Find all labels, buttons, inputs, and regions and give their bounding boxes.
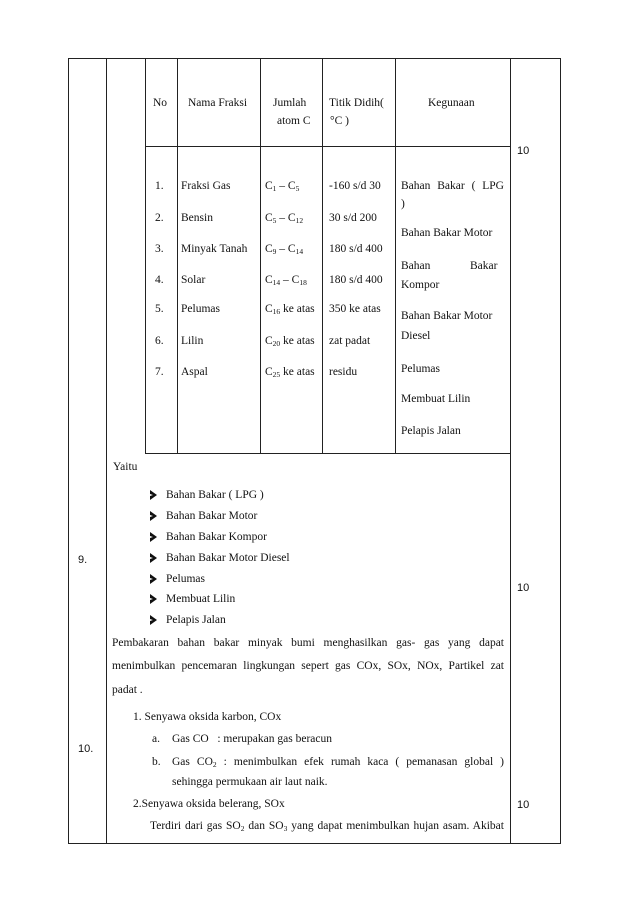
inner-table-col4: [322, 58, 323, 454]
arrow-bullet-icon: [150, 532, 157, 542]
fraction-no: 6.: [155, 335, 164, 347]
fraction-boiling-point: 30 s/d 200: [329, 212, 377, 224]
kegunaan-3-word2: Bakar: [470, 260, 498, 272]
row-number-10: 10.: [78, 743, 94, 755]
inner-table-col3: [260, 58, 261, 454]
item-2-line: Terdiri dari gas $SO_2$ dan $SO_3$ yang dapat menimbulkan hujan asam. Akibat: [150, 820, 504, 833]
kegunaan-1-line2: ): [401, 198, 405, 210]
paragraph-line-1: Pembakaran bahan bakar minyak bumi menghasilkan gas- gas yang dapat: [112, 637, 504, 649]
fraction-carbon: $C_{14} - C_{18}$: [265, 274, 307, 287]
inner-table-col5: [395, 58, 396, 454]
fraction-name: Lilin: [181, 335, 204, 347]
header-unit: °C ): [330, 115, 349, 127]
item-1b-label: b.: [152, 756, 161, 768]
fraction-boiling-point: -160 s/d 30: [329, 180, 381, 192]
bullet-item: Pelapis Jalan: [166, 614, 226, 626]
fraction-carbon: $C_5 - C_{12}$: [265, 212, 304, 225]
fraction-no: 1.: [155, 180, 164, 192]
inner-table-header-line: [145, 146, 511, 147]
fraction-boiling-point: residu: [329, 366, 358, 378]
kegunaan-5: Pelumas: [401, 363, 440, 375]
fraction-no: 7.: [155, 366, 164, 378]
border-bottom: [68, 843, 561, 844]
kegunaan-6: Membuat Lilin: [401, 393, 471, 405]
fraction-name: Bensin: [181, 212, 213, 224]
header-nama-fraksi: Nama Fraksi: [188, 97, 248, 109]
inner-table-left: [145, 58, 146, 454]
kegunaan-1-line1: Bahan Bakar ( LPG: [401, 180, 504, 192]
arrow-bullet-icon: [150, 574, 157, 584]
kegunaan-7: Pelapis Jalan: [401, 425, 461, 437]
score-9: 10: [517, 582, 530, 594]
bullet-item: Bahan Bakar ( LPG ): [166, 489, 264, 501]
kegunaan-2: Bahan Bakar Motor: [401, 227, 493, 239]
fraction-name: Minyak Tanah: [181, 243, 248, 255]
item-1a-text: Gas CO : merupakan gas beracun: [172, 733, 332, 745]
yaitu-label: Yaitu: [113, 461, 138, 473]
fraction-name: Pelumas: [181, 303, 220, 315]
arrow-bullet-icon: [150, 553, 157, 563]
item-1-heading: 1. Senyawa oksida karbon, COx: [133, 711, 282, 723]
fraction-carbon: $C_9 - C_{14}$: [265, 243, 304, 256]
header-atom-c: atom C: [277, 115, 311, 127]
item-1a-label: a.: [152, 733, 160, 745]
header-titik-didih: Titik Didih(: [329, 97, 384, 109]
arrow-bullet-icon: [150, 615, 157, 625]
fraction-no: 3.: [155, 243, 164, 255]
arrow-bullet-icon: [150, 490, 157, 500]
kegunaan-3-line2: Kompor: [401, 279, 440, 291]
fraction-name: Fraksi Gas: [181, 180, 231, 192]
bullet-item: Bahan Bakar Motor: [166, 510, 258, 522]
arrow-bullet-icon: [150, 511, 157, 521]
fraction-name: Aspal: [181, 366, 208, 378]
inner-table-bottom: [145, 453, 511, 454]
fraction-carbon: $C_1 - C_5$: [265, 180, 300, 193]
row-number-9: 9.: [78, 554, 88, 566]
fraction-no: 2.: [155, 212, 164, 224]
header-jumlah: Jumlah: [273, 97, 307, 109]
fraction-boiling-point: 180 s/d 400: [329, 274, 383, 286]
fraction-name: Solar: [181, 274, 206, 286]
border-left: [68, 58, 69, 844]
header-no: No: [153, 97, 168, 109]
bullet-item: Bahan Bakar Motor Diesel: [166, 552, 290, 564]
fraction-carbon: $C_{20}$ ke atas: [265, 335, 315, 348]
item-2-heading: 2.Senyawa oksida belerang, SOx: [133, 798, 285, 810]
kegunaan-4-line2: Diesel: [401, 330, 431, 342]
paragraph-line-3: padat .: [112, 684, 143, 696]
fraction-carbon: $C_{16}$ ke atas: [265, 303, 315, 316]
inner-table-col2: [177, 58, 178, 454]
fraction-no: 5.: [155, 303, 164, 315]
kegunaan-4-line1: Bahan Bakar Motor: [401, 310, 493, 322]
border-content-col: [510, 58, 511, 844]
bullet-item: Pelumas: [166, 573, 205, 585]
score-top: 10: [517, 145, 530, 157]
paragraph-line-2: menimbulkan pencemaran lingkungan sepert gas COx, SOx, NOx, Partikel zat: [112, 660, 504, 672]
fraction-boiling-point: 180 s/d 400: [329, 243, 383, 255]
border-top: [68, 58, 561, 59]
arrow-bullet-icon: [150, 594, 157, 604]
border-right: [560, 58, 561, 844]
item-1b-line2: sehingga permukaan air laut naik.: [172, 776, 328, 788]
score-10: 10: [517, 799, 530, 811]
fraction-no: 4.: [155, 274, 164, 286]
fraction-boiling-point: zat padat: [329, 335, 371, 347]
bullet-item: Bahan Bakar Kompor: [166, 531, 267, 543]
border-no-col: [106, 58, 107, 844]
fraction-boiling-point: 350 ke atas: [329, 303, 381, 315]
bullet-item: Membuat Lilin: [166, 593, 236, 605]
header-kegunaan: Kegunaan: [428, 97, 475, 109]
kegunaan-3-word1: Bahan: [401, 260, 431, 272]
fraction-carbon: $C_{25}$ ke atas: [265, 366, 315, 379]
item-1b-line1: Gas $CO_2$ : menimbulkan efek rumah kaca ( pemanasan global ): [172, 756, 504, 769]
